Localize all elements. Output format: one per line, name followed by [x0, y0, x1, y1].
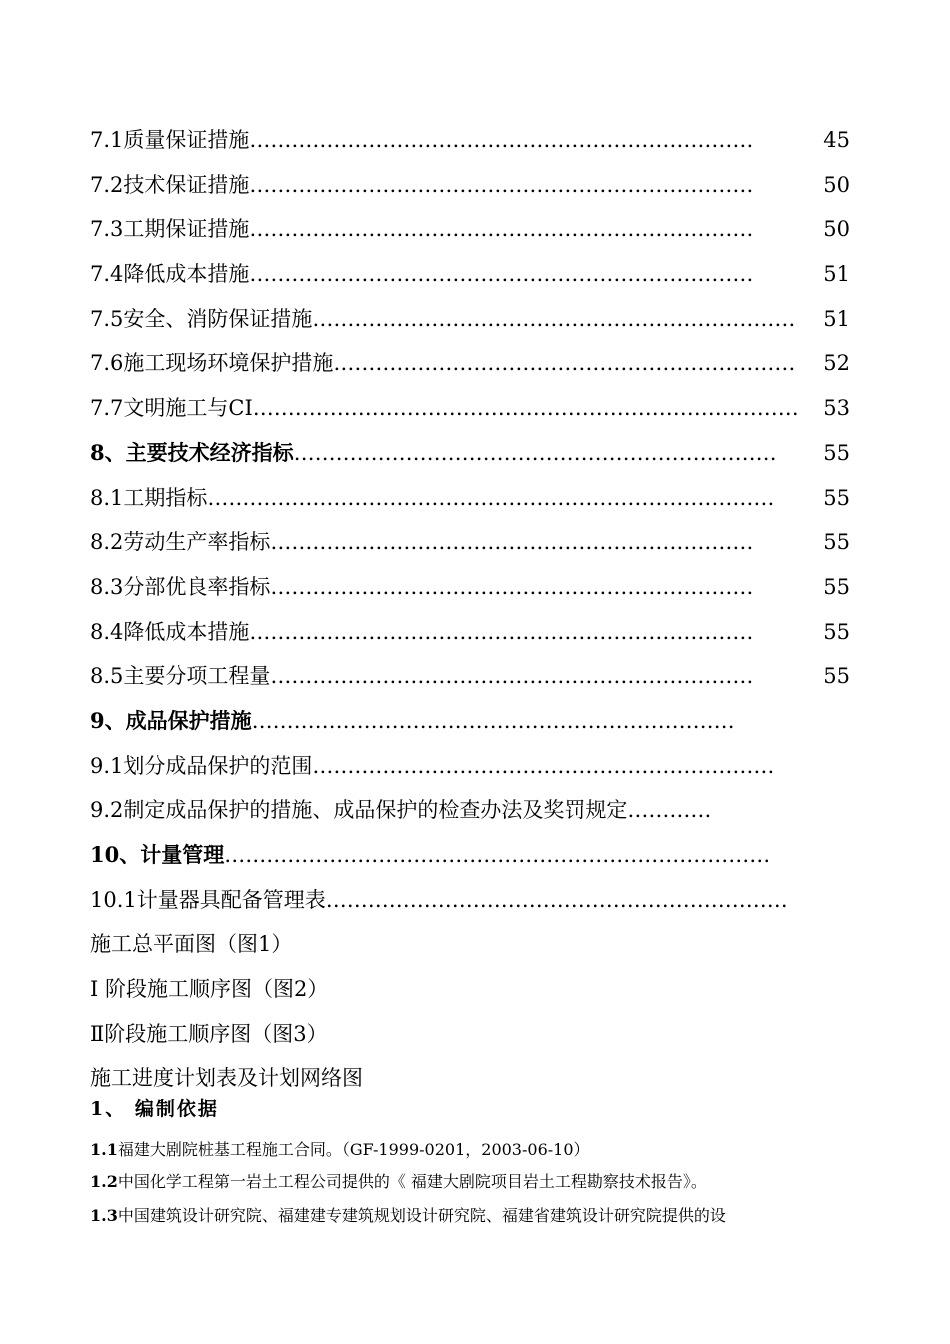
toc-leader-dots: …………………………………………………………	[312, 753, 775, 778]
toc-page-number: 51	[823, 262, 850, 287]
toc-leader-dots: ……………………………………………………………	[251, 708, 735, 733]
toc-entry	[90, 341, 850, 386]
toc-leader-dots: ……………………………………………………………	[270, 664, 754, 689]
toc-entry	[90, 252, 850, 297]
table-of-contents	[90, 118, 850, 1101]
toc-entry	[90, 520, 850, 565]
toc-page-number: 50	[823, 172, 850, 197]
toc-entry-label: 8.1工期指标	[90, 485, 208, 510]
toc-entry	[90, 118, 850, 163]
toc-leader-dots: ………………………………………………………………	[249, 172, 754, 197]
toc-entry	[90, 788, 850, 833]
toc-entry-label: 10.1计量器具配备管理表	[90, 887, 326, 912]
toc-page-number: 50	[823, 217, 850, 242]
toc-leader-dots: ……………………………………………………………………	[252, 396, 799, 421]
toc-leader-dots: ………………………………………………………………	[249, 262, 754, 287]
toc-entry-label: 8.2劳动生产率指标	[90, 530, 271, 555]
body-paragraph	[90, 1172, 707, 1192]
section-heading: 1、 编制依据	[90, 1098, 219, 1120]
toc-leader-dots: ……………………………………………………………………	[224, 843, 771, 867]
toc-entry-label: 8.5主要分项工程量	[90, 664, 271, 689]
toc-entry-label: 7.7文明施工与CI	[90, 396, 253, 421]
toc-entry-label: 9.2制定成品保护的措施、成品保护的检查办法及奖罚规定	[90, 798, 628, 823]
toc-entry	[90, 476, 850, 521]
toc-entry-label: 8.3分部优良率指标	[90, 574, 271, 599]
toc-leader-dots: …………………………………………………………	[325, 887, 788, 912]
toc-entry	[90, 386, 850, 431]
toc-entry-label: 7.6施工现场环境保护措施	[90, 351, 334, 376]
toc-entry-label: 9、成品保护措施	[90, 707, 252, 733]
toc-leader-dots: ……………………………………………………………	[293, 440, 777, 465]
toc-entry-label: 9.1划分成品保护的范围	[90, 753, 313, 778]
toc-entry	[90, 163, 850, 208]
figure-entry: Ⅰ 阶段施工顺序图（图2）	[90, 977, 329, 1002]
paragraph-text: 中国建筑设计研究院、福建建专建筑规划设计研究院、福建省建筑设计研究院提供的设	[117, 1206, 726, 1225]
toc-chapter-entry	[90, 833, 850, 878]
toc-entry-label: 7.5安全、消防保证措施	[90, 306, 313, 331]
toc-leader-dots: ……………………………………………………………	[270, 574, 754, 599]
figure-entry: 施工总平面图（图1）	[90, 932, 293, 957]
toc-entry	[90, 610, 850, 655]
body-paragraph	[90, 1206, 726, 1226]
paragraph-number: 1.1	[90, 1140, 118, 1159]
paragraph-text: 中国化学工程第一岩土工程公司提供的《 福建大剧院项目岩土工程勘察技术报告》。	[117, 1172, 707, 1191]
toc-entry	[90, 654, 850, 699]
toc-page-number: 55	[823, 485, 850, 510]
toc-entry-label: 10、计量管理	[90, 842, 225, 867]
toc-entry-label: 8.4降低成本措施	[90, 619, 250, 644]
toc-leader-dots: …………………………………………………………	[333, 351, 796, 376]
toc-leader-dots: ………………………………………………………………	[249, 128, 754, 152]
toc-leader-dots: ……………………………………………………………	[312, 306, 796, 331]
toc-leader-dots: ………………………………………………………………………	[207, 485, 775, 510]
toc-leader-dots: ……………………………………………………………	[270, 530, 754, 555]
toc-entry	[90, 207, 850, 252]
paragraph-number: 1.3	[90, 1206, 118, 1225]
toc-leader-dots: ………………………………………………………………	[249, 619, 754, 644]
toc-entry	[90, 565, 850, 610]
toc-page-number: 55	[823, 440, 850, 465]
toc-entry-label: 7.2技术保证措施	[90, 172, 250, 197]
toc-page-number: 53	[823, 396, 850, 421]
toc-chapter-entry	[90, 699, 850, 744]
toc-page-number: 55	[823, 530, 850, 555]
toc-entry-label: 7.4降低成本措施	[90, 262, 250, 287]
toc-page-number: 51	[823, 306, 850, 331]
toc-leader-dots: …………	[627, 798, 712, 823]
toc-page-number: 45	[823, 128, 850, 152]
toc-entry-label: 7.3工期保证措施	[90, 217, 250, 242]
toc-entry-label: 7.1质量保证措施	[90, 128, 250, 152]
toc-leader-dots: ………………………………………………………………	[249, 217, 754, 242]
toc-page-number: 52	[823, 351, 850, 376]
figure-entry: 施工进度计划表及计划网络图	[90, 1066, 363, 1091]
body-paragraph	[90, 1140, 590, 1160]
figure-entry: Ⅱ阶段施工顺序图（图3）	[90, 1021, 328, 1046]
toc-entry	[90, 878, 850, 923]
toc-page-number: 55	[823, 619, 850, 644]
toc-page-number: 55	[823, 574, 850, 599]
toc-entry-label: 8、主要技术经济指标	[90, 439, 294, 465]
paragraph-number: 1.2	[90, 1172, 118, 1191]
toc-chapter-entry	[90, 431, 850, 476]
toc-entry	[90, 297, 850, 342]
toc-page-number: 55	[823, 664, 850, 689]
paragraph-text: 福建大剧院桩基工程施工合同。（GF-1999-0201，2003-06-10）	[117, 1140, 590, 1159]
toc-entry	[90, 744, 850, 789]
